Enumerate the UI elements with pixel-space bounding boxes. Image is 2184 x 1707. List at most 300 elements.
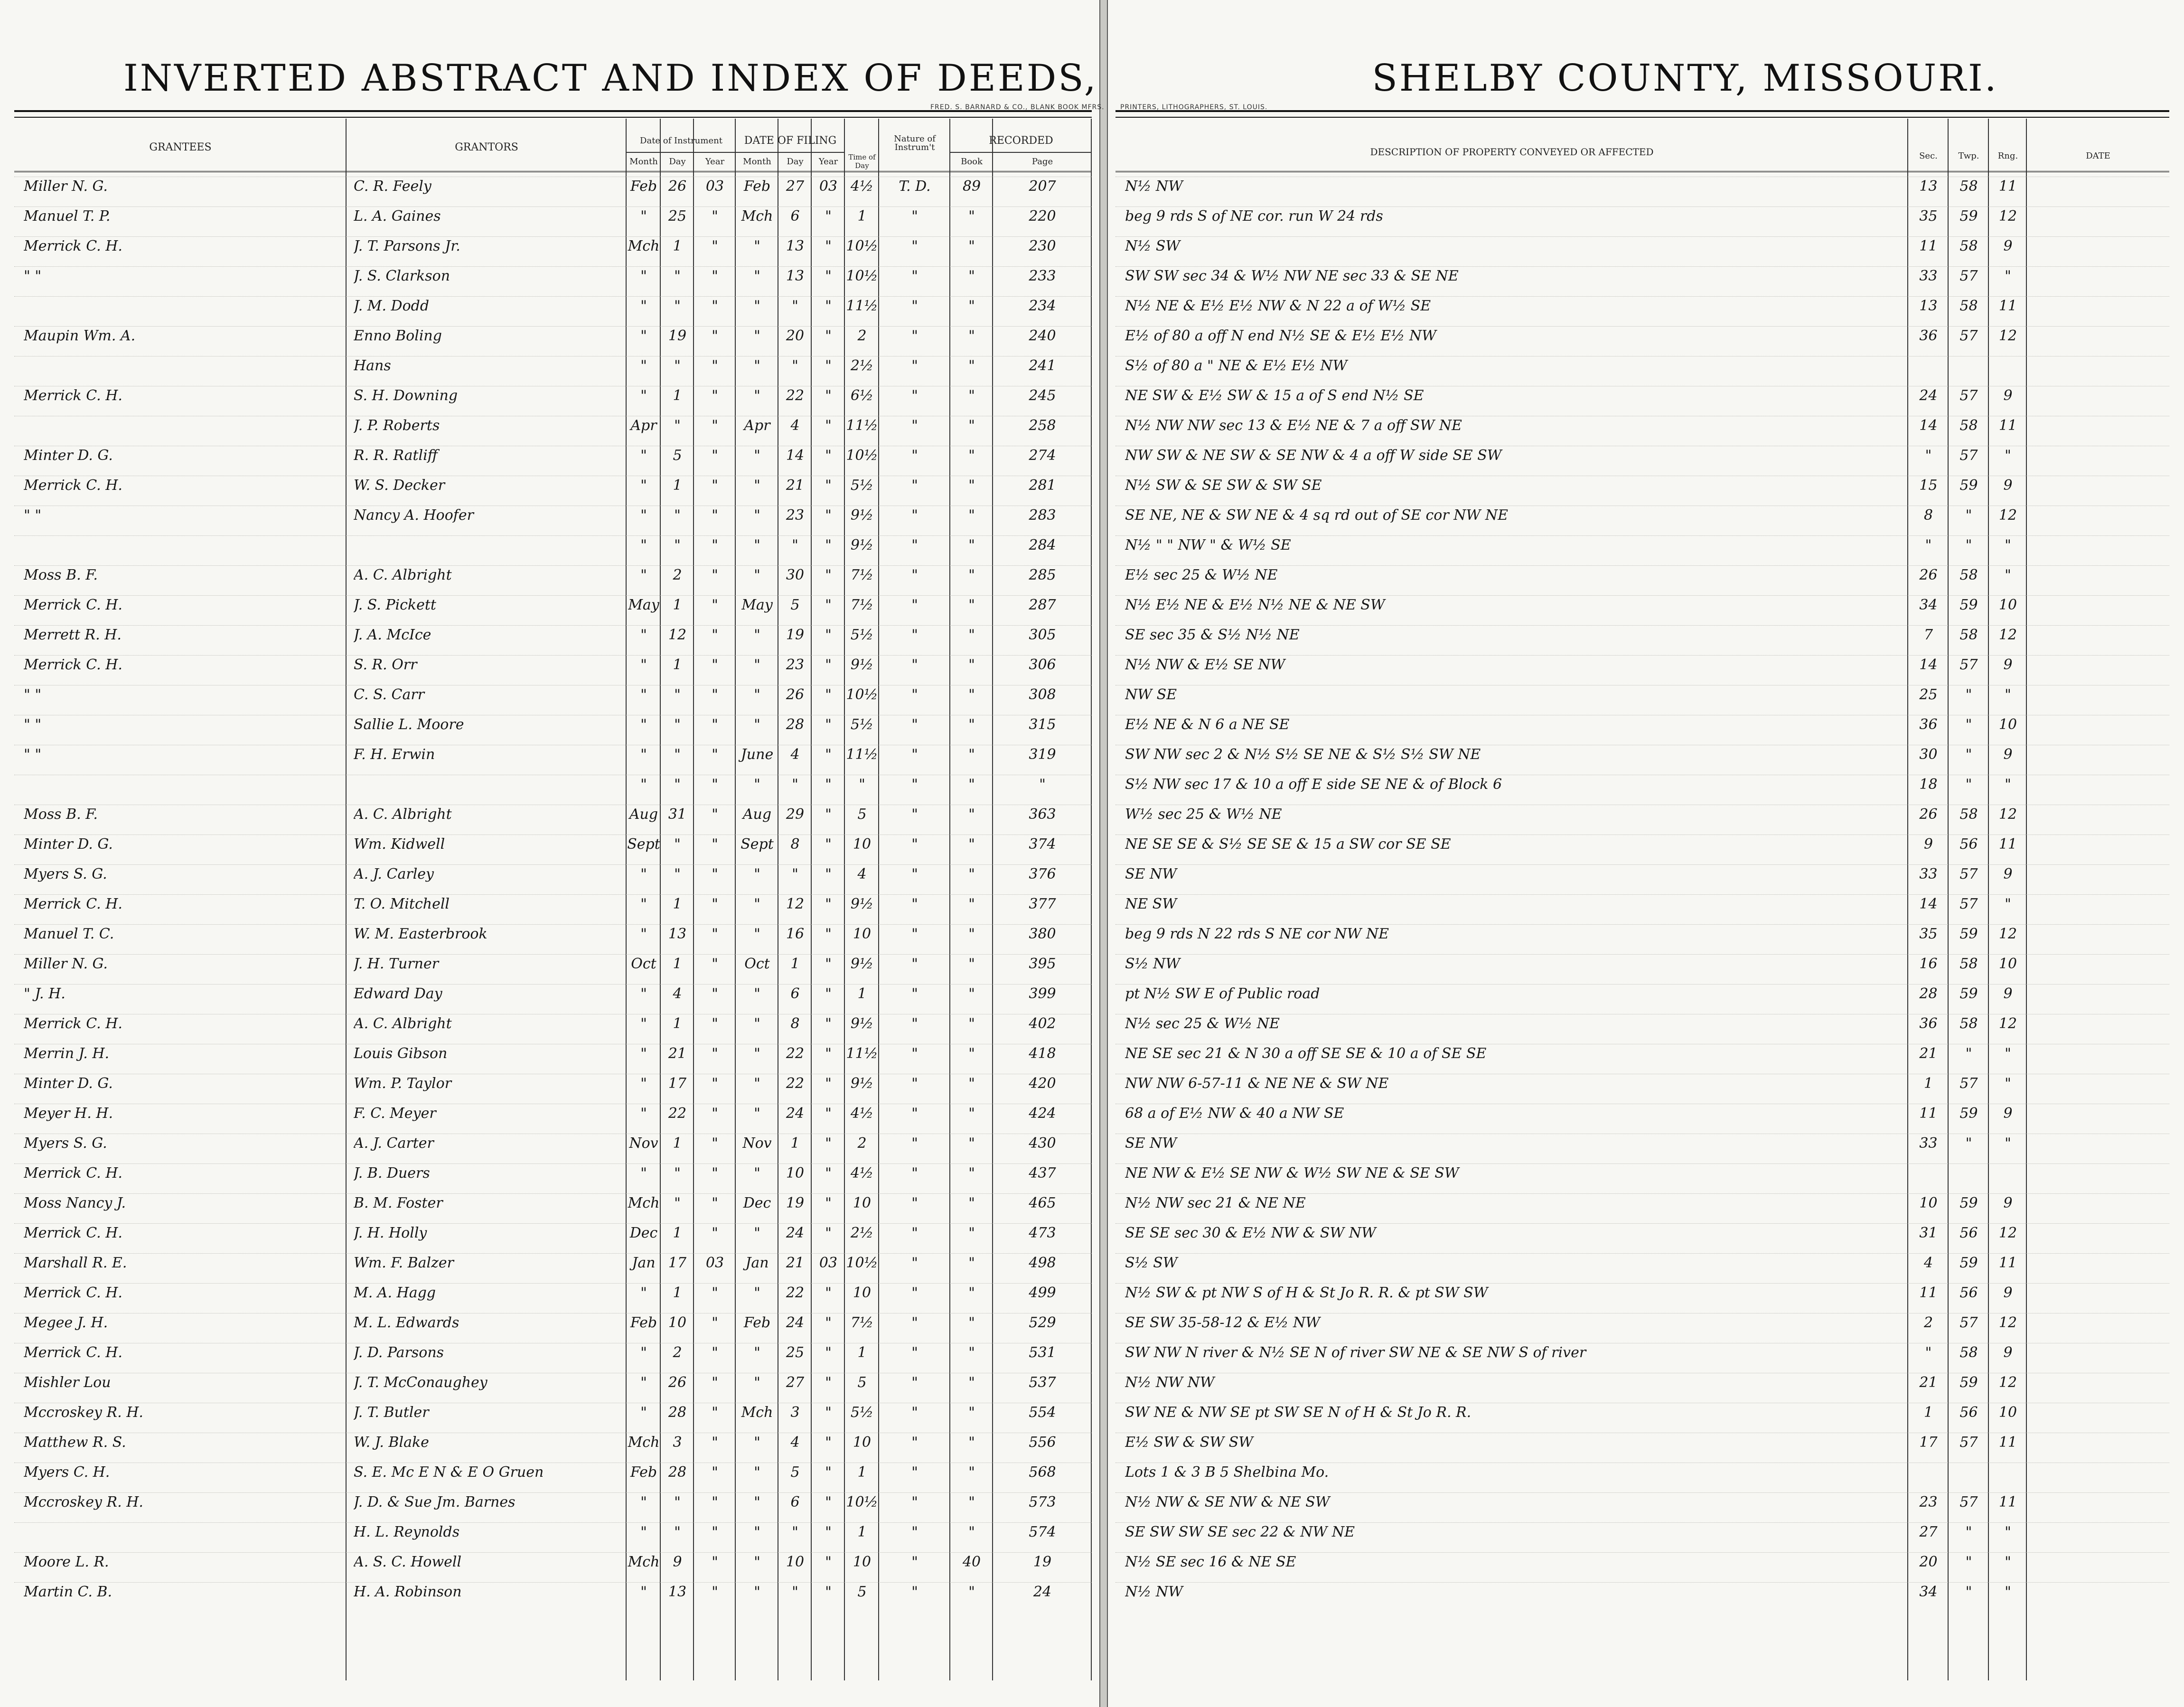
- sec-cell: 9: [1923, 836, 1933, 853]
- inst-month-cell: May: [628, 597, 659, 613]
- inst-year-cell: ": [712, 776, 718, 793]
- page-cell: 281: [1029, 477, 1056, 494]
- inst-year-cell: ": [712, 1195, 718, 1211]
- table-row: [14, 177, 1092, 195]
- file-month-cell: ": [754, 537, 760, 553]
- page-cell: 568: [1029, 1464, 1056, 1481]
- inst-month-cell: ": [640, 298, 647, 314]
- table-row: [1115, 266, 2169, 284]
- file-month-cell: ": [754, 686, 760, 703]
- inst-year-cell: ": [712, 1494, 718, 1510]
- file-day-cell: 13: [786, 268, 805, 284]
- inst-month-cell: ": [640, 268, 647, 284]
- book-cell: ": [968, 1524, 975, 1540]
- grantee-cell: Moss B. F.: [24, 806, 98, 823]
- nature-cell: ": [911, 1404, 918, 1421]
- sec-cell: 2: [1923, 1314, 1933, 1331]
- file-year-cell: ": [825, 1374, 832, 1391]
- page-cell: 234: [1029, 298, 1056, 314]
- grantee-cell: [24, 417, 342, 434]
- twp-cell: [1949, 357, 1989, 375]
- inst-year-cell: ": [712, 1434, 718, 1451]
- table-row: [14, 1373, 1092, 1391]
- rng-cell: 9: [2003, 477, 2013, 494]
- table-row: [1115, 1463, 2169, 1481]
- inst-month-cell: ": [640, 1344, 647, 1361]
- rng-cell: 9: [2003, 746, 2013, 763]
- time-of-day-cell: 4: [857, 866, 867, 882]
- table-row: [14, 476, 1092, 494]
- inst-month-cell: Mch: [628, 1195, 660, 1211]
- twp-cell: 57: [1959, 387, 1978, 404]
- file-year-cell: ": [825, 1344, 832, 1361]
- nature-cell: ": [911, 956, 918, 972]
- file-month-cell: Dec: [743, 1195, 771, 1211]
- table-row: [14, 386, 1092, 404]
- inst-year-cell: ": [712, 208, 718, 225]
- book-cell: ": [968, 1494, 975, 1510]
- file-day-cell: ": [792, 298, 798, 314]
- grantee-cell: Marshall R. E.: [24, 1255, 127, 1271]
- rng-cell: 12: [1998, 328, 2017, 344]
- file-month-cell: ": [754, 657, 760, 673]
- nature-cell: ": [911, 1255, 918, 1271]
- book-cell: ": [968, 1374, 975, 1391]
- page-cell: 315: [1029, 716, 1056, 733]
- nature-cell: ": [911, 1285, 918, 1301]
- inst-month-cell: Dec: [629, 1225, 658, 1241]
- page-cell: 24: [1033, 1584, 1052, 1600]
- inst-year-cell: ": [712, 298, 718, 314]
- nature-cell: ": [911, 1494, 918, 1510]
- grantee-cell: Miller N. G.: [24, 178, 108, 195]
- page-cell: 220: [1029, 208, 1056, 225]
- inst-year-cell: ": [712, 1524, 718, 1540]
- file-month-cell: ": [754, 238, 760, 254]
- file-month-cell: ": [754, 866, 760, 882]
- table-row: [14, 1163, 1092, 1182]
- file-day-cell: 8: [790, 1015, 800, 1032]
- table-row: [14, 326, 1092, 344]
- rng-cell: ": [2005, 1135, 2011, 1152]
- page-cell: 499: [1029, 1285, 1056, 1301]
- table-row: [14, 864, 1092, 882]
- table-row: [1115, 1552, 2169, 1570]
- sec-cell: 14: [1919, 896, 1938, 912]
- twp-cell: 56: [1959, 1285, 1978, 1301]
- file-day-cell: 8: [790, 836, 800, 853]
- file-day-cell: ": [792, 1584, 798, 1600]
- page-cell: 240: [1029, 328, 1056, 344]
- inst-month-cell: ": [640, 657, 647, 673]
- inst-year-cell: ": [712, 507, 718, 524]
- file-month-cell: ": [754, 896, 760, 912]
- rng-header: Rng.: [1997, 151, 2018, 161]
- twp-cell: 58: [1959, 298, 1978, 314]
- nature-cell: ": [911, 896, 918, 912]
- grantee-cell: Mccroskey R. H.: [24, 1494, 143, 1510]
- table-row: [1115, 625, 2169, 643]
- page-header: Page: [1031, 157, 1053, 167]
- sec-cell: 11: [1919, 1105, 1938, 1122]
- description-cell: N½ NW & SE NW & NE SW: [1125, 1494, 1330, 1510]
- description-cell: 68 a of E½ NW & 40 a NW SE: [1125, 1105, 1344, 1122]
- grantor-cell: J. T. Parsons Jr.: [354, 238, 460, 254]
- time-of-day-cell: 10: [853, 1554, 872, 1570]
- description-cell: N½ NW NW: [1125, 1374, 1215, 1391]
- inst-year-cell: ": [712, 716, 718, 733]
- nature-cell: ": [911, 1434, 918, 1451]
- time-of-day-cell: 11½: [846, 1045, 878, 1062]
- inst-month-cell: ": [640, 985, 647, 1002]
- grantee-cell: Maupin Wm. A.: [24, 328, 136, 344]
- grantor-cell: Hans: [354, 357, 391, 374]
- inst-day-header: Day: [669, 157, 686, 167]
- inst-day-cell: 1: [673, 1285, 682, 1301]
- rng-cell: ": [2005, 1045, 2011, 1062]
- table-row: [1115, 296, 2169, 314]
- file-month-cell: ": [754, 776, 760, 793]
- grantor-cell: Wm. Kidwell: [354, 836, 445, 853]
- description-cell: N½ SW & SE SW & SW SE: [1125, 477, 1322, 494]
- sec-cell: 1: [1923, 1075, 1933, 1092]
- rng-cell: 12: [1998, 1015, 2017, 1032]
- sec-cell: 36: [1919, 328, 1938, 344]
- nature-header: Nature of Instrum't: [894, 134, 936, 152]
- inst-year-cell: ": [712, 746, 718, 763]
- time-of-day-cell: 4½: [850, 1105, 874, 1122]
- description-cell: S½ SW: [1125, 1255, 1178, 1271]
- table-row: [14, 1223, 1092, 1241]
- time-of-day-cell: 2: [857, 1135, 867, 1152]
- file-year-cell: ": [825, 298, 832, 314]
- grantor-cell: A. C. Albright: [354, 1015, 452, 1032]
- nature-cell: ": [911, 1524, 918, 1540]
- sec-cell: 17: [1919, 1434, 1938, 1451]
- inst-month-cell: ": [640, 776, 647, 793]
- table-row: [14, 894, 1092, 912]
- book-cell: ": [968, 1344, 975, 1361]
- table-row: [14, 775, 1092, 793]
- inst-day-cell: 12: [668, 627, 687, 643]
- time-of-day-cell: 4½: [850, 178, 874, 195]
- time-of-day-cell: 5: [857, 1374, 867, 1391]
- rng-cell: [1989, 357, 2027, 375]
- file-day-cell: 13: [786, 238, 805, 254]
- page-cell: 437: [1029, 1165, 1056, 1182]
- sec-cell: 16: [1919, 956, 1938, 972]
- inst-day-cell: ": [674, 686, 681, 703]
- grantee-cell: Merrick C. H.: [24, 896, 122, 912]
- twp-cell: 59: [1959, 985, 1978, 1002]
- header-subrule: [627, 152, 845, 153]
- twp-cell: 58: [1959, 1015, 1978, 1032]
- nature-cell: ": [911, 298, 918, 314]
- inst-month-cell: ": [640, 686, 647, 703]
- inst-day-cell: 2: [673, 1344, 682, 1361]
- rng-cell: ": [2005, 896, 2011, 912]
- description-cell: N½ sec 25 & W½ NE: [1125, 1015, 1280, 1032]
- nature-cell: ": [911, 417, 918, 434]
- inst-year-cell: ": [712, 1225, 718, 1241]
- file-day-cell: 22: [786, 1285, 805, 1301]
- grantee-cell: Merrick C. H.: [24, 1285, 122, 1301]
- sec-cell: 25: [1919, 686, 1938, 703]
- rng-cell: 9: [2003, 387, 2013, 404]
- left-page-header: [33, 43, 1098, 114]
- table-row: [14, 685, 1092, 703]
- book-cell: ": [968, 1584, 975, 1600]
- inst-year-cell: ": [712, 1105, 718, 1122]
- twp-cell: 59: [1959, 1195, 1978, 1211]
- page-cell: 529: [1029, 1314, 1056, 1331]
- sec-cell: 10: [1919, 1195, 1938, 1211]
- table-row: [1115, 326, 2169, 344]
- time-of-day-cell: 5: [857, 806, 867, 823]
- grantor-cell: J. S. Clarkson: [354, 268, 450, 284]
- table-row: [14, 1044, 1092, 1062]
- inst-day-cell: 13: [668, 1584, 687, 1600]
- inst-month-cell: Nov: [629, 1135, 658, 1152]
- table-row: [1115, 506, 2169, 524]
- inst-month-cell: ": [640, 1285, 647, 1301]
- time-of-day-cell: 2: [857, 328, 867, 344]
- file-year-cell: ": [825, 746, 832, 763]
- file-month-cell: Aug: [742, 806, 772, 823]
- grantor-cell: Wm. F. Balzer: [354, 1255, 454, 1271]
- description-cell: N½ NW NW sec 13 & E½ NE & 7 a off SW NE: [1125, 417, 1462, 434]
- file-month-cell: ": [754, 1225, 760, 1241]
- sec-cell: 35: [1919, 926, 1938, 942]
- grantee-cell: Merrick C. H.: [24, 1165, 122, 1182]
- file-year-cell: ": [825, 1494, 832, 1510]
- rng-cell: 10: [1998, 716, 2017, 733]
- page-cell: 241: [1029, 357, 1056, 374]
- time-of-day-cell: 10½: [846, 686, 878, 703]
- time-of-day-cell: 7½: [850, 597, 874, 613]
- grantee-cell: Minter D. G.: [24, 836, 113, 853]
- page-cell: 285: [1029, 567, 1056, 583]
- grantor-cell: Wm. P. Taylor: [354, 1075, 452, 1092]
- table-row: [1115, 775, 2169, 793]
- grantees-header: GRANTEES: [149, 141, 212, 153]
- file-year-cell: ": [825, 1015, 832, 1032]
- grantee-cell: Martin C. B.: [24, 1584, 112, 1600]
- file-year-cell: ": [825, 1584, 832, 1600]
- grantor-cell: W. M. Easterbrook: [354, 926, 487, 942]
- inst-month-cell: ": [640, 1105, 647, 1122]
- inst-month-header: Month: [629, 157, 658, 167]
- rng-cell: 11: [1998, 836, 2017, 853]
- table-row: [14, 565, 1092, 583]
- description-cell: SW NE & NW SE pt SW SE N of H & St Jo R. R.: [1125, 1404, 1472, 1421]
- page-cell: 376: [1029, 866, 1056, 882]
- inst-year-cell: ": [712, 417, 718, 434]
- file-month-cell: ": [754, 1344, 760, 1361]
- nature-cell: ": [911, 1075, 918, 1092]
- rng-cell: 9: [2003, 238, 2013, 254]
- grantor-cell: H. A. Robinson: [354, 1584, 462, 1600]
- rng-cell: 12: [1998, 1225, 2017, 1241]
- inst-year-cell: 03: [705, 1255, 724, 1271]
- description-cell: SE NW: [1125, 866, 1177, 882]
- file-month-cell: ": [754, 1524, 760, 1540]
- inst-month-cell: ": [640, 746, 647, 763]
- inst-month-cell: ": [640, 537, 647, 553]
- file-day-cell: 5: [790, 597, 800, 613]
- grantee-cell: Merrick C. H.: [24, 1344, 122, 1361]
- time-of-day-cell: 6½: [850, 387, 874, 404]
- twp-cell: 58: [1959, 1344, 1978, 1361]
- table-row: [1115, 236, 2169, 254]
- sec-cell: [1908, 357, 1949, 375]
- file-month-cell: ": [754, 926, 760, 942]
- inst-day-cell: ": [674, 746, 681, 763]
- inst-day-cell: 25: [668, 208, 687, 225]
- grantor-cell: J. B. Duers: [354, 1165, 430, 1182]
- rng-cell: 10: [1998, 956, 2017, 972]
- time-of-day-header: Time of Day: [848, 153, 876, 170]
- twp-cell: ": [1965, 1045, 1972, 1062]
- time-of-day-cell: 9½: [850, 1015, 874, 1032]
- file-month-cell: ": [754, 447, 760, 464]
- time-of-day-cell: 9½: [850, 507, 874, 524]
- table-row: [1115, 1193, 2169, 1211]
- inst-month-cell: ": [640, 1045, 647, 1062]
- nature-cell: ": [911, 387, 918, 404]
- inst-day-cell: ": [674, 716, 681, 733]
- file-year-cell: ": [825, 1135, 832, 1152]
- description-cell: E½ SW & SW SW: [1125, 1434, 1253, 1451]
- inst-day-cell: ": [674, 866, 681, 882]
- sec-cell: 11: [1919, 1285, 1938, 1301]
- inst-day-cell: ": [674, 776, 681, 793]
- inst-month-cell: Feb: [630, 178, 657, 195]
- file-day-cell: 14: [786, 447, 805, 464]
- table-row: [1115, 1014, 2169, 1032]
- grantor-cell: A. C. Albright: [354, 806, 452, 823]
- sec-cell: 34: [1919, 597, 1938, 613]
- file-year-cell: ": [825, 447, 832, 464]
- description-cell: N½ NW: [1125, 1584, 1183, 1600]
- inst-day-cell: 1: [673, 657, 682, 673]
- page-cell: 395: [1029, 956, 1056, 972]
- grantor-cell: W. J. Blake: [354, 1434, 429, 1451]
- file-day-cell: 21: [786, 477, 805, 494]
- sec-cell: 13: [1919, 298, 1938, 314]
- grantor-cell: J. H. Holly: [354, 1225, 427, 1241]
- nature-cell: ": [911, 268, 918, 284]
- inst-day-cell: 1: [673, 956, 682, 972]
- file-day-cell: 25: [786, 1344, 805, 1361]
- description-cell: NE NW & E½ SE NW & W½ SW NE & SE SW: [1125, 1165, 1459, 1182]
- grantor-cell: A. J. Carley: [354, 866, 434, 882]
- sec-cell: 33: [1919, 866, 1938, 882]
- file-day-cell: 10: [786, 1165, 805, 1182]
- nature-cell: ": [911, 1374, 918, 1391]
- inst-day-cell: 5: [673, 447, 682, 464]
- file-day-cell: ": [792, 1524, 798, 1540]
- page-cell: 473: [1029, 1225, 1056, 1241]
- grantee-cell: Merrin J. H.: [24, 1045, 110, 1062]
- file-month-cell: ": [754, 1434, 760, 1451]
- file-day-cell: 1: [790, 1135, 800, 1152]
- sec-cell: 1: [1923, 1404, 1933, 1421]
- file-year-cell: ": [825, 1195, 832, 1211]
- table-row: [1115, 864, 2169, 882]
- grantee-cell: Merrick C. H.: [24, 1015, 122, 1032]
- grantor-cell: W. S. Decker: [354, 477, 445, 494]
- inst-month-cell: ": [640, 208, 647, 225]
- grantor-cell: F. H. Erwin: [354, 746, 435, 763]
- rng-cell: 12: [1998, 806, 2017, 823]
- file-month-cell: ": [754, 1015, 760, 1032]
- table-row: [14, 1313, 1092, 1331]
- time-of-day-cell: 1: [857, 1464, 867, 1481]
- table-row: [1115, 1492, 2169, 1510]
- twp-cell: 56: [1959, 1404, 1978, 1421]
- description-cell: NE SE SE & S½ SE SE & 15 a SW cor SE SE: [1125, 836, 1451, 853]
- file-day-cell: 6: [790, 208, 800, 225]
- file-month-cell: ": [754, 1584, 760, 1600]
- description-cell: S½ NW sec 17 & 10 a off E side SE NE & of Block 6: [1125, 776, 1502, 793]
- book-cell: ": [968, 1314, 975, 1331]
- table-row: [1115, 924, 2169, 942]
- book-cell: ": [968, 208, 975, 225]
- inst-month-cell: ": [640, 357, 647, 374]
- grantee-cell: Miller N. G.: [24, 956, 108, 972]
- table-row: [14, 1492, 1092, 1510]
- inst-day-cell: 26: [668, 1374, 687, 1391]
- nature-cell: ": [911, 597, 918, 613]
- nature-cell: ": [911, 686, 918, 703]
- description-cell: N½ SW & pt NW S of H & St Jo R. R. & pt SW SW: [1125, 1285, 1488, 1301]
- inst-year-cell: ": [712, 1045, 718, 1062]
- inst-month-cell: ": [640, 1494, 647, 1510]
- file-day-cell: 29: [786, 806, 805, 823]
- description-cell: SE SW 35-58-12 & E½ NW: [1125, 1314, 1321, 1331]
- inst-year-cell: ": [712, 1584, 718, 1600]
- time-of-day-cell: 7½: [850, 1314, 874, 1331]
- time-of-day-cell: 10: [853, 1285, 872, 1301]
- inst-year-cell: ": [712, 1314, 718, 1331]
- nature-cell: ": [911, 627, 918, 643]
- file-month-cell: Nov: [742, 1135, 772, 1152]
- page-cell: 399: [1029, 985, 1056, 1002]
- file-month-cell: Feb: [743, 178, 771, 195]
- file-month-cell: ": [754, 1045, 760, 1062]
- inst-year-cell: ": [712, 985, 718, 1002]
- twp-cell: 59: [1959, 1105, 1978, 1122]
- twp-cell: ": [1965, 1135, 1972, 1152]
- inst-year-cell: ": [712, 956, 718, 972]
- grantee-cell: Merrick C. H.: [24, 657, 122, 673]
- file-year-cell: ": [825, 866, 832, 882]
- file-day-cell: 10: [786, 1554, 805, 1570]
- date-header: DATE: [2086, 151, 2110, 161]
- page-cell: 308: [1029, 686, 1056, 703]
- inst-day-cell: 2: [673, 567, 682, 583]
- table-row: [1115, 835, 2169, 853]
- grantee-cell: Mccroskey R. H.: [24, 1404, 143, 1421]
- description-cell: SE NW: [1125, 1135, 1177, 1152]
- inst-year-cell: ": [712, 387, 718, 404]
- twp-cell: 59: [1959, 926, 1978, 942]
- nature-cell: ": [911, 1225, 918, 1241]
- table-row: [14, 535, 1092, 553]
- twp-cell: ": [1965, 1554, 1972, 1570]
- grantee-cell: Manuel T. C.: [24, 926, 114, 942]
